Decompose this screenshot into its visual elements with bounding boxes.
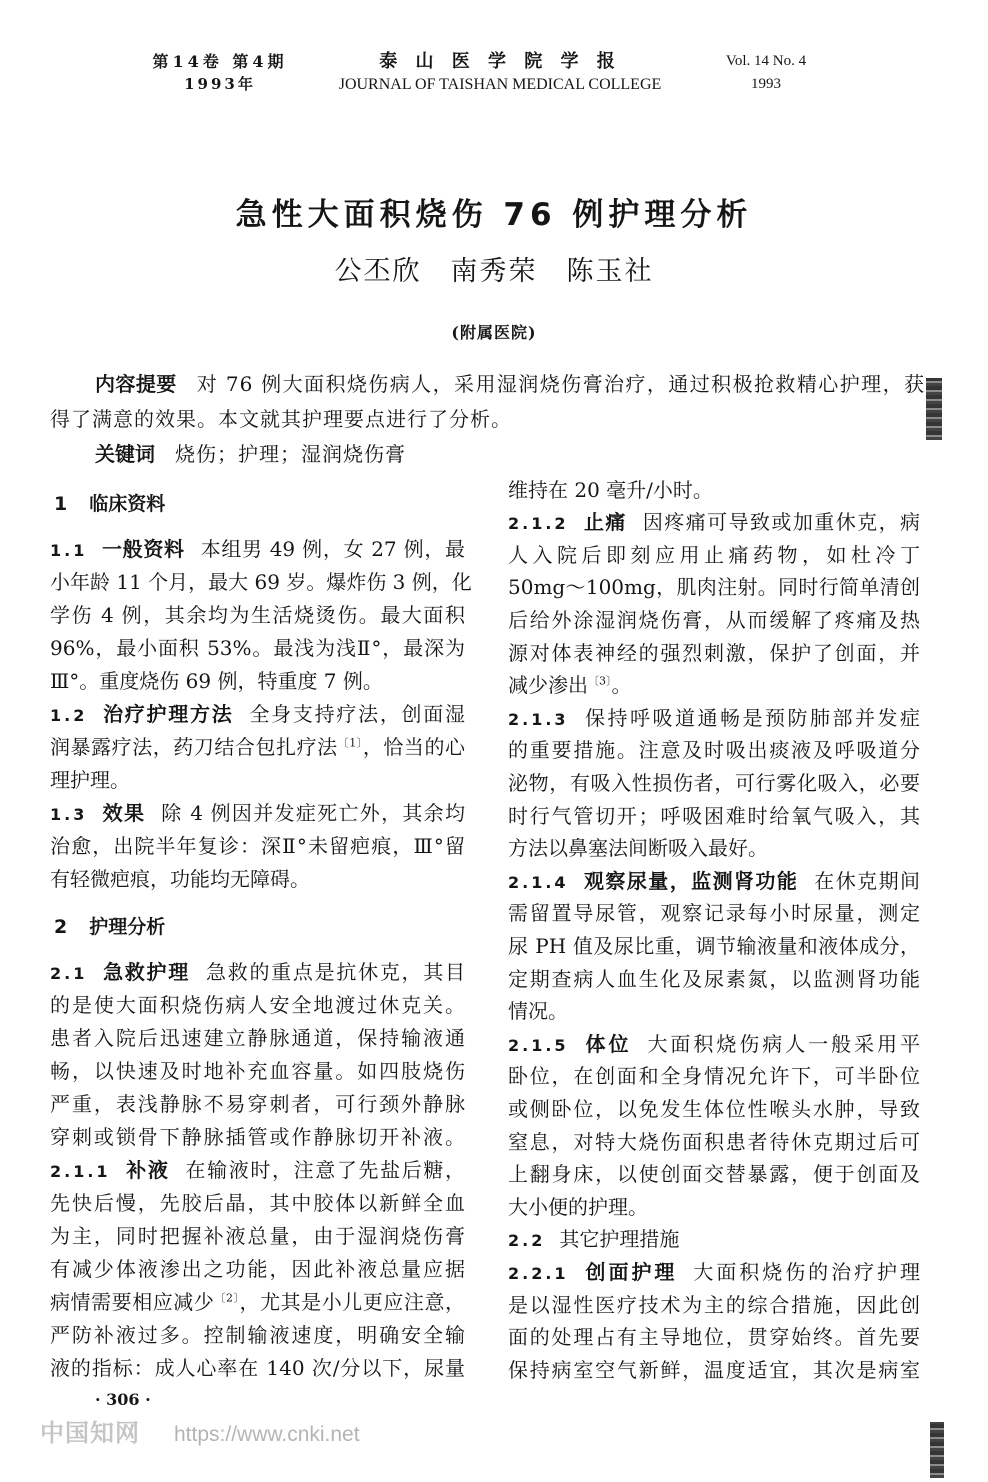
running-header-left — [140, 50, 300, 96]
journal-name-cn: 泰 山 医 学 院 学 报 — [379, 51, 621, 72]
paragraph-line: 有减少体液渗出之功能，因此补液总量应据 — [50, 1257, 465, 1281]
page-number: · 306 · — [95, 1390, 151, 1409]
right-column — [508, 474, 920, 1387]
paragraph-line: 定期查病人血生化及尿素氮，以监测肾功能 — [508, 966, 920, 991]
paragraph-line — [508, 506, 920, 539]
line-text: 急救的重点是抗休克，其目 — [206, 960, 466, 984]
paragraph-line: 有轻微疤痕，功能均无障碍。 — [50, 867, 310, 891]
year-cn: 1993年 — [184, 75, 256, 93]
paragraph-line — [508, 669, 920, 702]
subsection-number: 2.1 — [50, 964, 88, 983]
paragraph-line: 小年龄 11 个月，最大 69 岁。爆炸伤 3 例，化 — [50, 570, 472, 594]
year: 1993 — [751, 76, 781, 92]
paragraph-line — [50, 956, 465, 989]
subsection-number: 2.2 — [508, 1231, 546, 1251]
citation-ref: 〔1〕 — [337, 736, 363, 750]
journal-name-en: JOURNAL OF TAISHAN MEDICAL COLLEGE — [338, 76, 662, 93]
left-column — [50, 488, 472, 1385]
watermark-url: https://www.cnki.net — [174, 1423, 360, 1446]
paragraph-line: 50mg～100mg，肌肉注射。同时行简单清创 — [508, 575, 920, 600]
running-header-right — [696, 50, 836, 96]
paragraph-line — [508, 1028, 920, 1061]
line-text: 因疼痛可导致或加重休克，病 — [642, 510, 921, 535]
paragraph-line: 维持在 20 毫升/小时。 — [508, 477, 713, 502]
line-text: ，恰当的心 — [362, 735, 466, 759]
line-text: 保持呼吸道通畅是预防肺部并发症 — [582, 705, 920, 730]
line-text: 在输液时，注意了先盐后糖， — [185, 1158, 466, 1182]
line-text: 在休克期间 — [814, 868, 921, 893]
line-text: 全身支持疗法，创面湿 — [249, 702, 466, 726]
subsection-label: 观察尿量，监测肾功能 — [582, 868, 799, 893]
citation-ref: 〔3〕 — [588, 674, 612, 688]
paragraph-line: 96%，最小面积 53%。最浅为浅Ⅱ°，最深为 — [50, 636, 465, 660]
line-text: 本组男 49 例，女 27 例，最 — [200, 537, 466, 561]
subsection-title: 其它护理措施 — [559, 1227, 680, 1252]
section-number: 1 — [54, 493, 68, 515]
cnki-watermark — [40, 1418, 360, 1448]
paragraph-line: 卧位，在创面和全身情况允许下，可半卧位 — [508, 1064, 920, 1089]
paragraph-line: 上翻身床，以使创面交替暴露，便于创面及 — [508, 1162, 920, 1187]
subsection-label: 一般资料 — [101, 537, 185, 561]
volume-issue-en: Vol. 14 No. 4 — [725, 53, 807, 69]
section-title: 护理分析 — [89, 916, 166, 938]
paragraph-line: 人入院后即刻应用止痛药物，如杜冷丁 — [508, 542, 920, 567]
line-text: 。 — [611, 673, 632, 698]
running-header-center — [300, 50, 700, 96]
article-title: 急性大面积烧伤 76 例护理分析 — [235, 197, 753, 233]
paragraph-line: 穿刺或锁骨下静脉插管或作静脉切开补液。 — [50, 1125, 465, 1149]
paragraph-line: 或侧卧位，以免发生体位性喉头水肿，导致 — [508, 1096, 920, 1121]
section-heading — [50, 488, 465, 521]
subsection-label: 补液 — [124, 1158, 170, 1182]
subsection-label: 效果 — [101, 801, 146, 825]
subsection-number: 2.1.2 — [508, 514, 569, 534]
paragraph-line: 保持病室空气新鲜，温度适宜，其次是病室 — [508, 1357, 920, 1382]
paragraph-line: Ⅲ°。重度烧伤 69 例，特重度 7 例。 — [50, 669, 383, 693]
subsection-label: 体位 — [582, 1031, 632, 1056]
paragraph-line: 的是使大面积烧伤病人安全地渡过休克关。 — [50, 993, 465, 1017]
subsection-number: 2.1.5 — [508, 1035, 569, 1055]
section-number: 2 — [54, 916, 68, 938]
paragraph-line: 严防补液过多。控制输液速度，明确安全输 — [50, 1323, 465, 1347]
paragraph-line: 是以湿性医疗技术为主的综合措施，因此创 — [508, 1292, 920, 1317]
authors: 公丕欣 南秀荣 陈玉社 — [334, 256, 654, 287]
abstract-text: 对 76 例大面积烧伤病人，采用湿润烧伤膏治疗，通过积极抢救精心护理，获 — [196, 372, 925, 396]
subsection-number: 2.2.1 — [508, 1263, 569, 1283]
paragraph-line — [50, 698, 465, 731]
paragraph-line: 学伤 4 例，其余均为生活烧烫伤。最大面积 — [50, 603, 465, 627]
subsection-number: 1.2 — [50, 706, 88, 725]
scan-artifact — [930, 1422, 944, 1478]
line-text: 大面积烧伤的治疗护理 — [693, 1259, 921, 1284]
paragraph-line: 大小便的护理。 — [508, 1194, 648, 1219]
subsection-number: 1.1 — [50, 541, 88, 560]
paragraph-line: 治愈，出院半年复诊：深Ⅱ°未留疤痕，Ⅲ°留 — [50, 834, 465, 858]
paragraph-line — [508, 865, 920, 898]
paragraph-line: 方法以鼻塞法间断吸入最好。 — [508, 836, 768, 861]
paragraph-line: 患者入院后迅速建立静脉通道，保持输液通 — [50, 1026, 465, 1050]
paragraph-line: 面的处理占有主导地位，贯穿始终。首先要 — [508, 1325, 920, 1350]
subsection-heading — [508, 1223, 920, 1256]
subsection-number: 1.3 — [50, 805, 88, 824]
paragraph-line: 液的指标：成人心率在 140 次/分以下，尿量 — [50, 1356, 465, 1380]
paragraph-line — [50, 797, 465, 830]
line-text: 减少渗出 — [508, 673, 588, 698]
paragraph-line: 泌物，有吸入性损伤者，可行雾化吸入，必要 — [508, 771, 920, 796]
paragraph-line: 情况。 — [508, 999, 568, 1024]
volume-issue: 第14卷 第4期 — [152, 52, 288, 71]
paragraph-line — [50, 1154, 465, 1187]
line-text: 除 4 例因并发症死亡外，其余均 — [161, 801, 465, 825]
abstract-line: 得了满意的效果。本文就其护理要点进行了分析。 — [50, 407, 512, 431]
paragraph-line — [508, 1256, 920, 1289]
line-text: 润暴露疗法，药刀结合包扎疗法 — [50, 735, 338, 759]
paragraph-line: 源对体表神经的强烈刺激，保护了创面，并 — [508, 640, 920, 665]
line-text: ，尤其是小儿更应注意， — [239, 1290, 466, 1314]
subsection-number: 2.1.4 — [508, 872, 569, 892]
keywords-label: 关键词 — [95, 442, 155, 466]
abstract-label: 内容提要 — [95, 372, 177, 396]
paragraph-line — [50, 1286, 465, 1319]
scan-artifact — [926, 378, 942, 440]
paragraph-line: 先快后慢，先胶后晶，其中胶体以新鲜全血 — [50, 1191, 465, 1215]
citation-ref: 〔2〕 — [214, 1291, 240, 1305]
subsection-number: 2.1.3 — [508, 709, 569, 729]
subsection-label: 止痛 — [582, 510, 627, 535]
paragraph-line: 需留置导尿管，观察记录每小时尿量，测定 — [508, 901, 920, 926]
subsection-number: 2.1.1 — [50, 1162, 111, 1181]
line-text: 大面积烧伤病人一般采用平 — [647, 1031, 921, 1056]
paragraph-line: 理护理。 — [50, 768, 130, 792]
keywords — [50, 437, 925, 472]
watermark-name: 中国知网 — [40, 1419, 140, 1447]
paragraph-line: 严重，表浅静脉不易穿刺者，可行颈外静脉 — [50, 1092, 465, 1116]
paragraph-line: 的重要措施。注意及时吸出痰液及呼吸道分 — [508, 738, 920, 763]
paragraph-line: 时行气管切开；呼吸困难时给氧气吸入，其 — [508, 803, 920, 828]
section-heading — [50, 911, 465, 944]
paragraph-line: 为主，同时把握补液总量，由于湿润烧伤膏 — [50, 1224, 465, 1248]
paragraph-line: 尿 PH 值及尿比重，调节输液量和液体成分， — [508, 934, 920, 958]
subsection-label: 急救护理 — [101, 960, 190, 984]
keywords-text: 烧伤；护理；湿润烧伤膏 — [175, 442, 406, 466]
subsection-label: 创面护理 — [582, 1259, 678, 1284]
paragraph-line: 后给外涂湿润烧伤膏，从而缓解了疼痛及热 — [508, 608, 920, 633]
line-text: 病情需要相应减少 — [50, 1290, 215, 1314]
paragraph-line: 窒息，对特大烧伤面积患者待休克期过后可 — [508, 1129, 920, 1154]
abstract-line — [50, 367, 925, 402]
paragraph-line — [50, 731, 465, 764]
section-title: 临床资料 — [89, 493, 166, 515]
subsection-label: 治疗护理方法 — [101, 702, 234, 726]
affiliation: (附属医院) — [451, 323, 537, 342]
paragraph-line — [508, 702, 920, 735]
paragraph-line: 畅，以快速及时地补充血容量。如四肢烧伤 — [50, 1059, 465, 1083]
abstract — [50, 367, 925, 472]
paragraph-line — [50, 533, 465, 566]
